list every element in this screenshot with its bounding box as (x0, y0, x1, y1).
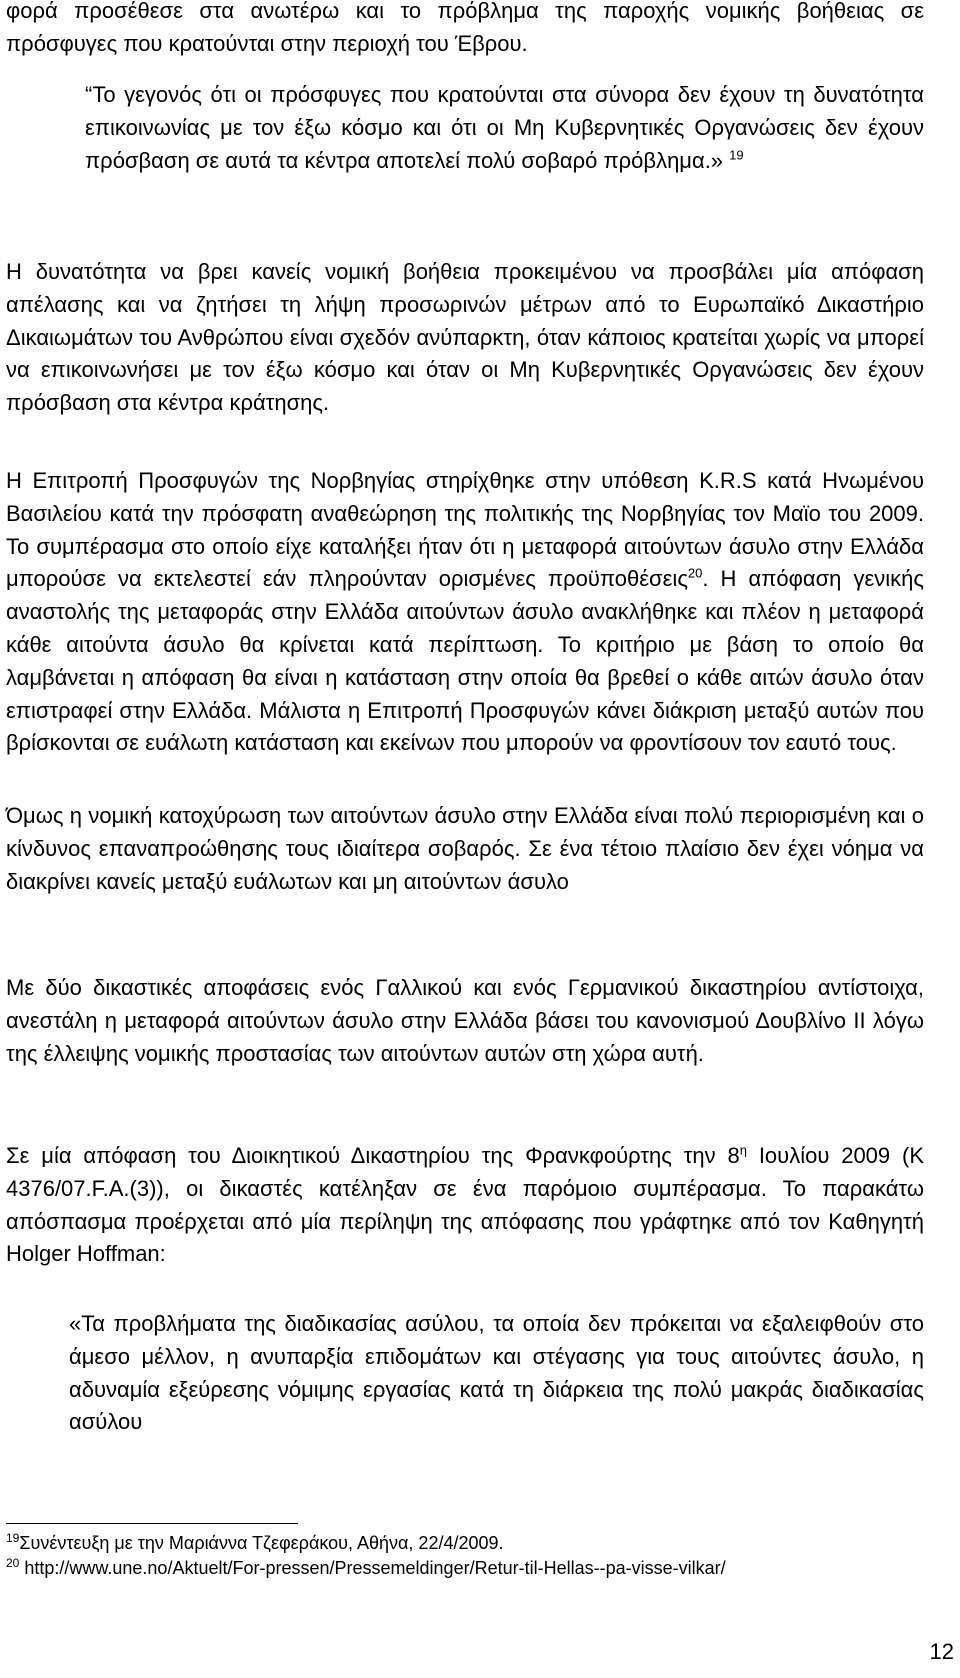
paragraph-text: Σε μία απόφαση του Διοικητικού Δικαστηρίου της Φρανκφούρτης την 8 (6, 1143, 740, 1168)
paragraph-text: Όμως η νομική κατοχύρωση των αιτούντων άσυλο στην Ελλάδα είναι πολύ περιορισμένη και ο κίνδυνος επαναπροώθησης τους ιδιαίτερα σοβαρός. Σε ένα τέτοιο πλαίσιο δεν έχει νόημα να διακρίνει κανείς μεταξύ ευάλωτων και μη αιτούντων άσυλο (6, 803, 924, 894)
paragraph-text: Με δύο δικαστικές αποφάσεις ενός Γαλλικού και ενός Γερμανικού δικαστηρίου αντίστοιχα, ανεστάλη η μεταφορά αιτούντων άσυλο στην Ελλάδα βάσει του κανονισμού Δουβλίνο ΙΙ λόγω της έλλειψης νομικής προστασίας των αιτούντων αυτών στη χώρα αυτή. (6, 975, 924, 1066)
footnote-number: 20 (6, 1556, 20, 1570)
ordinal-suffix: η (739, 1142, 747, 1158)
paragraph-frankfurt (6, 1140, 924, 1271)
paragraph-court-decisions (6, 972, 924, 1070)
paragraph-text: Η δυνατότητα να βρει κανείς νομική βοήθεια προκειμένου να προσβάλει μία απόφαση απέλασης και να ζητήσει τη λήψη προσωρινών μέτρων από το Ευρωπαϊκό Δικαστήριο Δικαιωμάτων του Ανθρώπου είναι σχεδόν ανύπαρκτη, όταν κάποιος κρατείται χωρίς να μπορεί να επικοινωνήσει με τον έξω κόσμο και όταν οι Μη Κυβερνητικές Οργανώσεις δεν έχουν πρόσβαση στα κέντρα κράτησης. (6, 259, 924, 416)
paragraph-legal-protection (6, 800, 924, 898)
footnote-19 (6, 1532, 936, 1554)
quote-paragraph (85, 79, 924, 177)
paragraph-text: «Τα προβλήματα της διαδικασίας ασύλου, τα οποία δεν πρόκειται να εξαλειφθούν στο άμεσο μέλλον, η ανυπαρξία επιδομάτων και στέγασης για τους αιτούντες άσυλο, η αδυναμία εξεύρεσης νόμιμης εργασίας κατά τη διάρκεια της πολύ μακράς διαδικασίας ασύλου (69, 1311, 924, 1435)
footnote-number: 19 (6, 1531, 20, 1545)
footnote-text: Συνέντευξη με την Μαριάννα Τζεφεράκου, Αθήνα, 22/4/2009. (19, 1533, 504, 1553)
footnote-separator (6, 1523, 298, 1524)
paragraph-text: . Η απόφαση γενικής αναστολής της μεταφοράς στην Ελλάδα αιτούντων άσυλο ανακλήθηκε και πλέον η μεταφορά κάθε αιτούντα άσυλο θα κρίνεται κατά περίπτωση. Το κριτήριο με βάση το οποίο θα λαμβάνεται η απόφαση θα είναι η κατάσταση στην οποία θα βρεθεί ο κάθε αιτών άσυλο όταν επιστραφεί στην Ελλάδα. Μάλιστα η Επιτροπή Προσφυγών κάνει διάκριση μεταξύ αυτών που βρίσκονται σε ευάλωτη κατάσταση και εκείνων που μπορούν να φροντίσουν τον εαυτό τους. (6, 566, 924, 756)
paragraph-legal-aid (6, 256, 924, 420)
paragraph-text: Ιουλίου 2009 (K 4376/07.F.A.(3)), οι δικαστές κατέληξαν σε ένα παρόμοιο συμπέρασμα. Το παρακάτω απόσπασμα προέρχεται από μία περίληψη της απόφασης που γράφτηκε από τον Καθηγητή Holger Hoffman: (6, 1143, 925, 1267)
footnote-link[interactable]: http://www.une.no/Aktuelt/For-pressen/Pressemeldinger/Retur-til-Hellas--pa-visse-vilkar/ (19, 1558, 726, 1578)
paragraph-text: Η Επιτροπή Προσφυγών της Νορβηγίας στηρίχθηκε στην υπόθεση K.R.S κατά Ηνωμένου Βασιλείου κατά την πρόσφατη αναθεώρηση της πολιτικής της Νορβηγίας τον Μαϊο του 2009. Το συμπέρασμα στο οποίο είχε καταλήξει ήταν ότι η μεταφορά αιτούντων άσυλο στην Ελλάδα μπορούσε να εκτελεστεί εάν πληρούνταν ορισμένες προϋποθέσεις (6, 468, 924, 592)
paragraph-text: φορά προσέθεσε στα ανωτέρω και το πρόβλημα της παροχής νομικής βοήθειας σε πρόσφυγες που κρατούνται στην περιοχή του Έβρου. (6, 0, 924, 56)
footnote-ref[interactable]: 19 (729, 147, 744, 163)
paragraph-intro (6, 0, 924, 61)
paragraph-norway (6, 465, 924, 760)
paragraph-text: “Το γεγονός ότι οι πρόσφυγες που κρατούνται στα σύνορα δεν έχουν τη δυνατότητα επικοινωνίας με τον έξω κόσμο και ότι οι Μη Κυβερνητικές Οργανώσεις δεν έχουν πρόσβαση σε αυτά τα κέντρα αποτελεί πολύ σοβαρό πρόβλημα.» (85, 82, 924, 173)
footnote-ref[interactable]: 20 (687, 566, 703, 582)
footnote-20 (6, 1557, 936, 1579)
block-quote (69, 1308, 924, 1439)
page-number: 12 (929, 1639, 954, 1664)
